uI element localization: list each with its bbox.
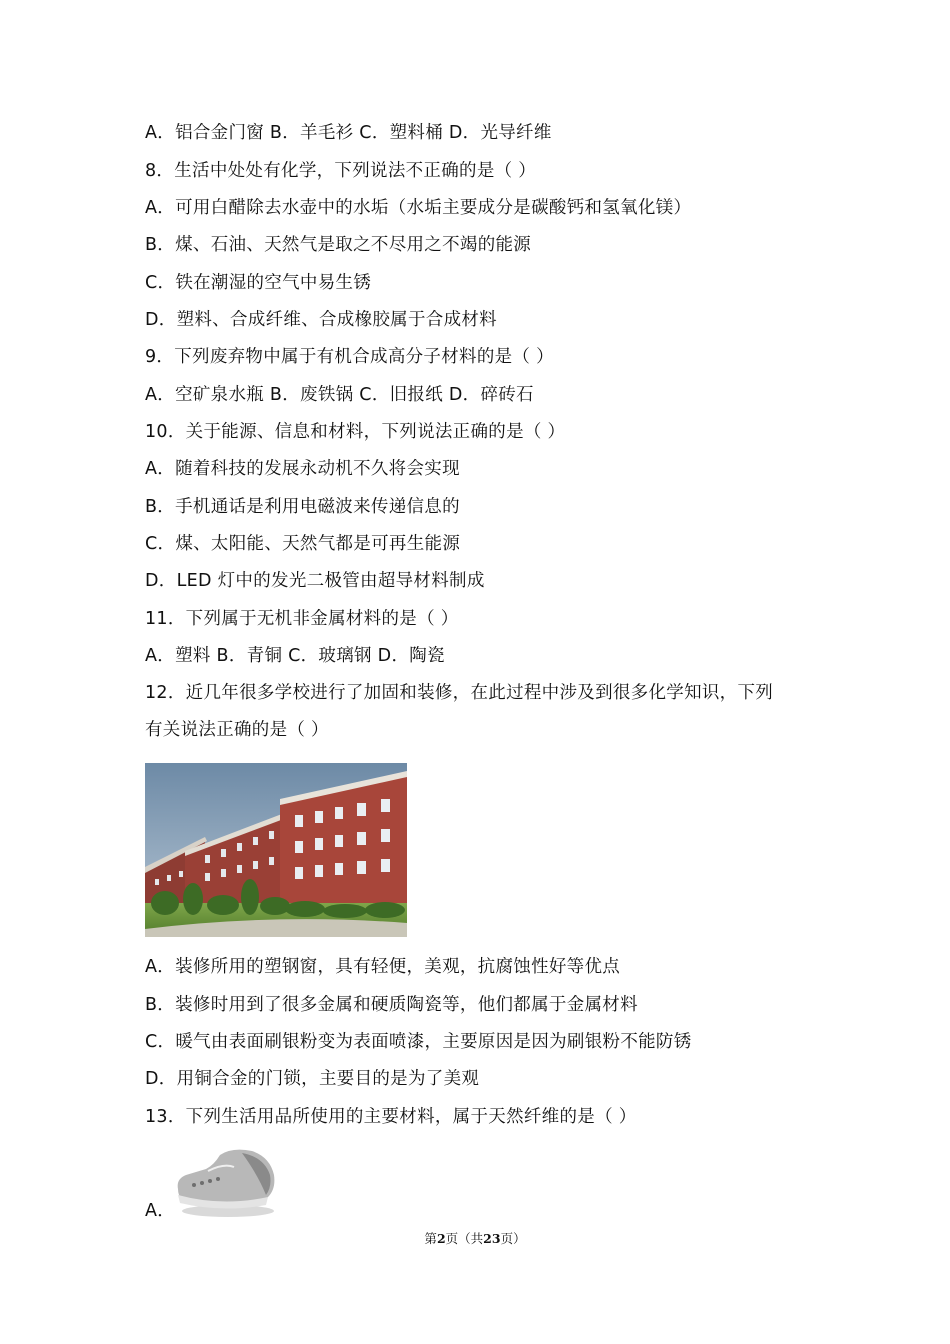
q12-stem-line1: 12．近几年很多学校进行了加固和装修，在此过程中涉及到很多化学知识，下列 <box>145 683 774 703</box>
q9-options: A．空矿泉水瓶 B．废铁锅 C．旧报纸 D．碎砖石 <box>145 385 534 405</box>
q10-stem: 10．关于能源、信息和材料，下列说法正确的是（ ） <box>145 422 566 442</box>
footer-suffix: 页） <box>500 1231 526 1246</box>
q13-stem: 13．下列生活用品所使用的主要材料，属于天然纤维的是（ ） <box>145 1107 637 1127</box>
q10-option-b: B．手机通话是利用电磁波来传递信息的 <box>145 497 460 517</box>
q11-options: A．塑料 B．青铜 C．玻璃钢 D．陶瓷 <box>145 646 445 666</box>
q9-stem: 9．下列废弃物中属于有机合成高分子材料的是（ ） <box>145 347 554 367</box>
q12-option-d: D．用铜合金的门锁，主要目的是为了美观 <box>145 1069 480 1089</box>
q11-stem: 11．下列属于无机非金属材料的是（ ） <box>145 609 459 629</box>
q12-stem-line2: 有关说法正确的是（ ） <box>145 720 329 740</box>
q8-option-a: A．可用白醋除去水壶中的水垢（水垢主要成分是碳酸钙和氢氧化镁） <box>145 198 692 218</box>
school-building-photo <box>145 763 407 937</box>
q8-option-b: B．煤、石油、天然气是取之不尽用之不竭的能源 <box>145 235 532 255</box>
page-footer <box>0 1229 950 1247</box>
footer-prefix: 第 <box>424 1231 437 1246</box>
sneaker-image <box>172 1145 278 1221</box>
q8-stem: 8．生活中处处有化学，下列说法不正确的是（ ） <box>145 161 537 181</box>
q12-option-c: C．暖气由表面刷银粉变为表面喷漆，主要原因是因为刷银粉不能防锈 <box>145 1032 692 1052</box>
q10-option-a: A．随着科技的发展永动机不久将会实现 <box>145 459 460 479</box>
footer-middle: 页（共 <box>445 1231 484 1246</box>
q8-option-d: D．塑料、合成纤维、合成橡胶属于合成材料 <box>145 310 497 330</box>
q8-option-c: C．铁在潮湿的空气中易生锈 <box>145 273 372 293</box>
q7-options: A．铝合金门窗 B．羊毛衫 C．塑料桶 D．光导纤维 <box>145 123 552 143</box>
q12-option-a: A．装修所用的塑钢窗，具有轻便，美观，抗腐蚀性好等优点 <box>145 957 621 977</box>
q13-option-a-label: A． <box>145 1201 176 1221</box>
footer-page-number: 2 <box>436 1231 446 1246</box>
q12-option-b: B．装修时用到了很多金属和硬质陶瓷等，他们都属于金属材料 <box>145 995 638 1015</box>
q10-option-d: D．LED 灯中的发光二极管由超导材料制成 <box>145 571 485 591</box>
footer-total-pages: 23 <box>483 1231 501 1246</box>
q10-option-c: C．煤、太阳能、天然气都是可再生能源 <box>145 534 461 554</box>
